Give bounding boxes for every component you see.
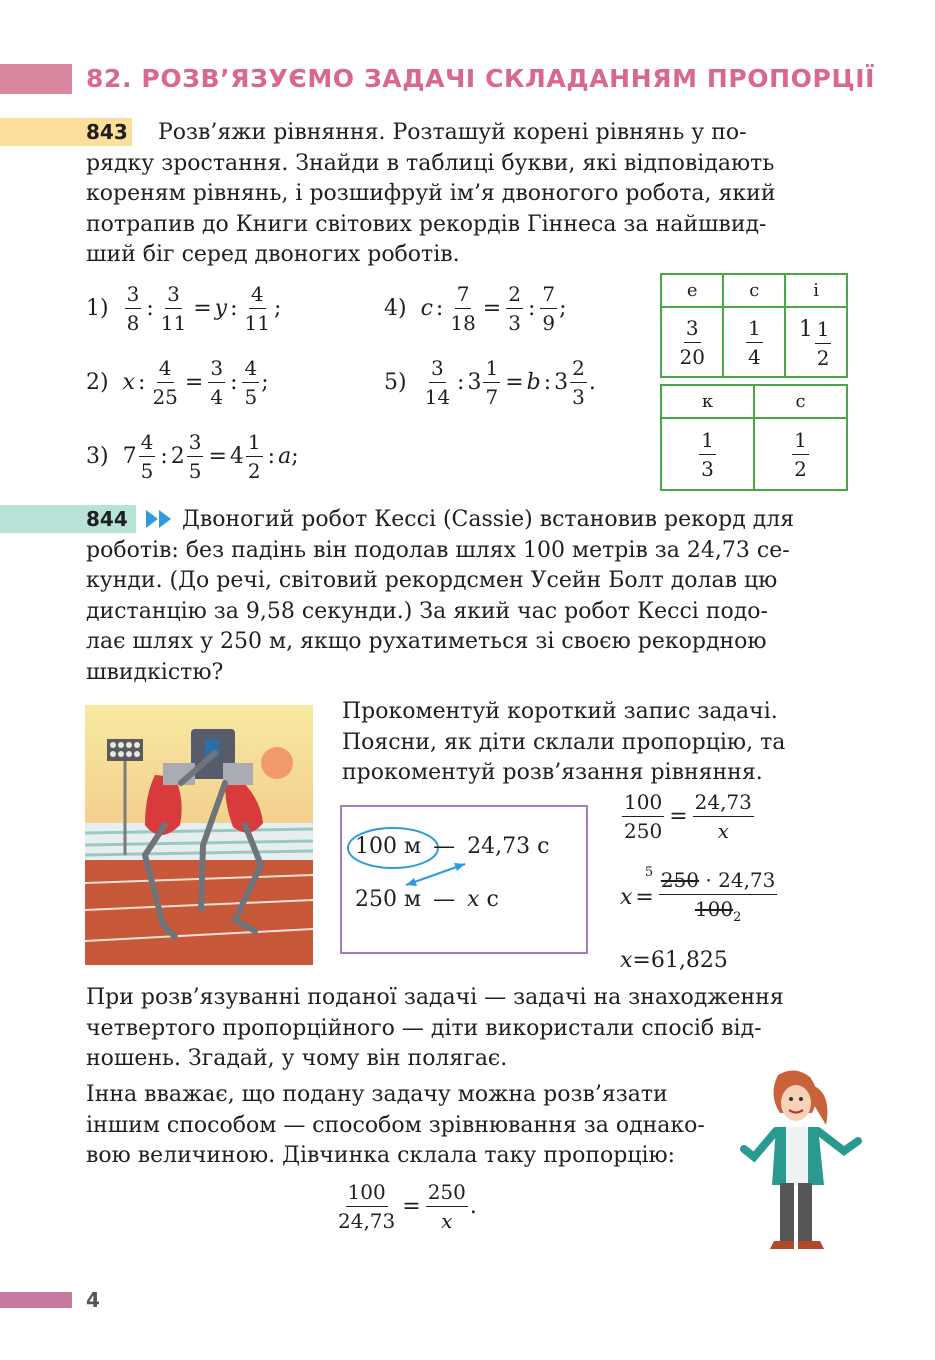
explanation-line: При розв’язуванні поданої задачі — задачі на знаходження — [86, 985, 784, 1010]
equation-3: 3) 7 $\frac{4}{5}$ : 2 $\frac{3}{5}$ = 4 $\frac{1}{2}$ : a ; — [86, 430, 299, 483]
comment-line: Поясни, як діти склали пропорцію, та — [342, 729, 786, 755]
final-proportion: $\frac{100}{24,73}$ = $\frac{250}{x}$ . — [338, 1180, 477, 1233]
note-row-1: 100 м — 24,73 с — [355, 834, 550, 859]
table-letter: і — [785, 274, 847, 307]
table-letter: с — [723, 274, 785, 307]
task-844-line: кунди. (До речі, світовий рекордсмен Усейн Болт долав цю — [86, 568, 778, 593]
table-letter: к — [661, 385, 754, 418]
fraction: $\frac{1}{7}$ — [485, 356, 499, 409]
comment-line: прокоментуй розв’язання рівняння. — [342, 760, 763, 785]
task-843-number: 843 — [86, 120, 128, 144]
code-table — [660, 273, 848, 491]
note-row-2: 250 м — x с — [355, 887, 499, 912]
header-accent-bar — [0, 64, 72, 94]
fraction: $\frac{4}{25}$ — [152, 356, 178, 409]
task-844-line: роботів: без падінь він подолав шлях 100 метрів за 24,73 се- — [86, 537, 790, 563]
table-value: 1 $\frac{1}{2}$ — [785, 307, 847, 377]
fraction: $\frac{3}{14}$ — [424, 356, 451, 409]
task-844-line: дистанцію за 9,58 секунди.) За який час робот Кессі подо- — [86, 598, 768, 624]
task-843-text — [86, 118, 850, 271]
task-843-line: Розв’яжи рівняння. Розташуй корені рівнянь у по- — [158, 120, 747, 145]
task-844-line: Двоногий робот Кессі (Cassie) встановив рекорд для — [182, 507, 795, 532]
comment-line: Прокоментуй короткий запис задачі. — [342, 699, 778, 724]
table-letter: е — [661, 274, 723, 307]
fraction: $\frac{7}{18}$ — [450, 282, 476, 335]
task-844-text — [86, 505, 850, 688]
robot-illustration — [85, 705, 313, 965]
table-value: $\frac{3}{20}$ — [661, 307, 723, 377]
task-844-line: швидкістю? — [86, 659, 224, 685]
equation-2: 2) x : $\frac{4}{25}$ = $\frac{3}{4}$ : $\frac{4}{5}$ ; — [86, 356, 269, 409]
fraction: $\frac{1}{2}$ — [247, 430, 261, 483]
table-value: $\frac{1}{3}$ — [661, 418, 754, 490]
solution-step: x = 5 250 · 24,73 $100_2$ — [620, 865, 776, 925]
inna-text — [86, 1080, 730, 1172]
fraction: $\frac{3}{8}$ — [126, 282, 140, 335]
task-844-line: лає шлях у 250 м, якщо рухатиметься зі своєю рекордною — [86, 629, 767, 654]
fraction: $\frac{2}{3}$ — [572, 356, 585, 409]
task-843-line: кореням рівнянь, і розшифруй ім’я двоногого робота, який — [86, 181, 776, 206]
task-843-line: рядку зростання. Знайди в таблиці букви, які відповідають — [86, 150, 775, 176]
girl-illustration — [740, 1065, 865, 1255]
task-843-line: потрапив до Книги світових рекордів Гіннеса за найшвид- — [86, 211, 767, 237]
table-value: $\frac{1}{2}$ — [754, 418, 847, 490]
page-number: 4 — [86, 1288, 100, 1312]
equation-1: 1) $\frac{3}{8}$ : $\frac{3}{11}$ = y : $\frac{4}{11}$ ; — [86, 282, 282, 335]
explanation-line: ношень. Згадай, у чому він полягає. — [86, 1046, 508, 1071]
inna-line: Інна вважає, що подану задачу можна розв’язати — [86, 1082, 668, 1107]
short-note-marks — [340, 805, 590, 955]
solution-result: x=61,825 — [620, 948, 728, 973]
arrowhead-icon — [406, 878, 417, 886]
footer-accent-bar — [0, 1292, 72, 1308]
equation-4: 4) c : $\frac{7}{18}$ = $\frac{2}{3}$ : $\frac{7}{9}$ ; — [384, 282, 567, 335]
table-value: $\frac{1}{4}$ — [723, 307, 785, 377]
fraction: $\frac{2}{3}$ — [508, 282, 521, 335]
inna-line: вою величиною. Дівчинка склала таку пропорцію: — [86, 1143, 676, 1168]
table-letter: с — [754, 385, 847, 418]
comment-text — [342, 697, 785, 789]
fraction: $\frac{4}{11}$ — [244, 282, 270, 335]
fraction: $\frac{3}{11}$ — [160, 282, 187, 335]
fraction: $\frac{7}{9}$ — [542, 282, 556, 335]
section-title: 82. РОЗВ’ЯЗУЄМО ЗАДАЧІ СКЛАДАННЯМ ПРОПОРЦІЇ — [86, 64, 876, 93]
fraction: $\frac{4}{5}$ — [140, 430, 154, 483]
fraction: $\frac{3}{4}$ — [210, 356, 224, 409]
explanation-text — [86, 983, 850, 1075]
arrowhead-icon — [454, 863, 465, 871]
task-843-line: ший біг серед двоногих роботів. — [86, 242, 460, 267]
solution-proportion: $\frac{100}{250}$ = $\frac{24,73}{x}$ — [624, 790, 752, 843]
equation-5: 5) $\frac{3}{14}$ : 3 $\frac{1}{7}$ = b : 3 $\frac{2}{3}$ . — [384, 356, 596, 409]
inna-line: іншим способом — способом зрівнювання за однако- — [86, 1112, 705, 1138]
explanation-line: четвертого пропорційного — діти використали спосіб від- — [86, 1015, 762, 1041]
fraction: $\frac{4}{5}$ — [244, 356, 258, 409]
fraction: $\frac{3}{5}$ — [188, 430, 202, 483]
task-844-number: 844 — [86, 507, 128, 531]
